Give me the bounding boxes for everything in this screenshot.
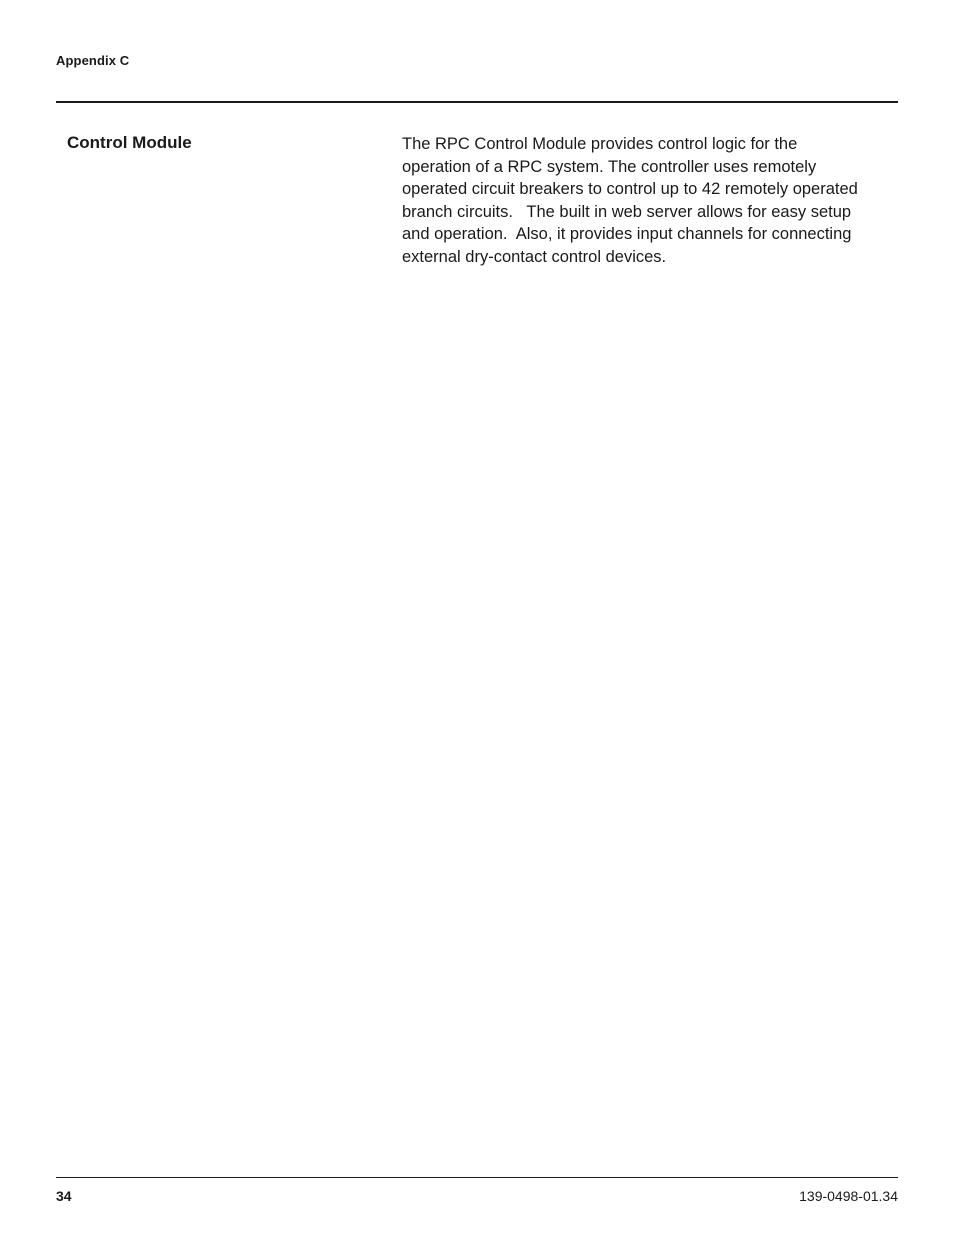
body-line: and operation. Also, it provides input channels for connecting — [402, 225, 852, 243]
running-header: Appendix C — [56, 53, 130, 68]
body-line: The RPC Control Module provides control logic for the — [402, 135, 798, 153]
body-line: external dry-contact control devices. — [402, 247, 667, 266]
document-number: 139-0498-01.34 — [799, 1188, 898, 1204]
footer-rule — [56, 1177, 898, 1178]
body-line: operation of a RPC system. The controller uses remotely — [402, 157, 817, 176]
section-body — [402, 133, 898, 268]
body-line: branch circuits. The built in web server allows for easy setup — [402, 202, 852, 221]
page-number: 34 — [56, 1188, 72, 1204]
header-rule — [56, 101, 898, 103]
section-heading: Control Module — [67, 133, 192, 152]
body-line: operated circuit breakers to control up to 42 remotely operated — [402, 180, 858, 198]
